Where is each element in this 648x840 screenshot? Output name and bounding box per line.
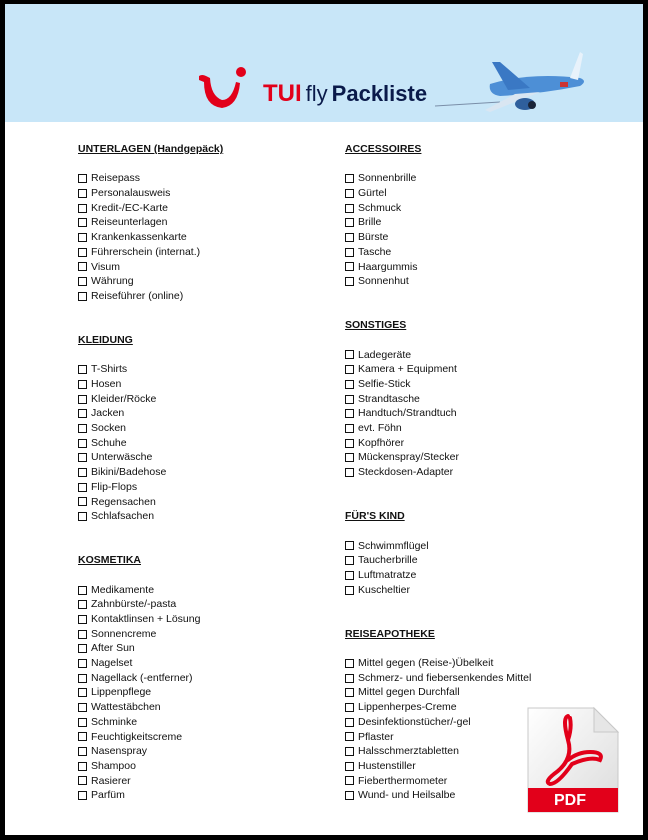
item-label: Kopfhörer	[358, 436, 405, 449]
item-label: Schminke	[91, 715, 138, 728]
item-label: Halsschmerztabletten	[358, 745, 459, 758]
checklist-item[interactable]	[78, 730, 223, 745]
checklist-item[interactable]	[78, 421, 223, 436]
checkbox-icon[interactable]	[345, 468, 354, 477]
item-label: Kuscheltier	[358, 583, 410, 596]
checklist-item[interactable]	[345, 436, 531, 451]
checkbox-icon[interactable]	[78, 233, 87, 242]
brand-title	[263, 81, 427, 108]
item-label: Kredit-/EC-Karte	[91, 201, 169, 214]
section-spacer	[345, 289, 531, 318]
checklist-item[interactable]	[78, 788, 223, 803]
section	[78, 142, 223, 304]
checklist-item[interactable]	[345, 171, 531, 186]
checklist-item[interactable]	[345, 788, 531, 803]
checkbox-icon[interactable]	[345, 732, 354, 741]
item-label: Brille	[358, 216, 382, 229]
checkbox-icon[interactable]	[78, 380, 87, 389]
checkbox-icon[interactable]	[345, 688, 354, 697]
item-label: Schuhe	[91, 436, 127, 449]
checklist-item[interactable]	[78, 186, 223, 201]
checklist-item[interactable]	[345, 274, 531, 289]
section	[345, 318, 531, 480]
item-label: Sonnencreme	[91, 627, 157, 640]
checkbox-icon[interactable]	[345, 776, 354, 785]
checklist-item[interactable]	[345, 421, 531, 436]
checkbox-icon[interactable]	[78, 586, 87, 595]
checklist-item[interactable]	[78, 480, 223, 495]
item-label: Strandtasche	[358, 392, 420, 405]
checklist-item[interactable]	[78, 656, 223, 671]
checklist-item[interactable]	[345, 215, 531, 230]
item-label: Steckdosen-Adapter	[358, 466, 454, 479]
item-label: Luftmatratze	[358, 568, 417, 581]
checkbox-icon[interactable]	[78, 204, 87, 213]
checklist-item[interactable]	[345, 362, 531, 377]
checkbox-icon[interactable]	[345, 248, 354, 257]
checklist-item[interactable]	[345, 671, 531, 686]
checkbox-icon[interactable]	[78, 512, 87, 521]
item-label: Mittel gegen Durchfall	[358, 686, 460, 699]
checkbox-icon[interactable]	[345, 350, 354, 359]
page-title: Packliste	[331, 81, 428, 106]
checkbox-icon[interactable]	[345, 262, 354, 271]
section-spacer	[345, 597, 531, 626]
checklist-item[interactable]	[78, 495, 223, 510]
checkbox-icon[interactable]	[345, 380, 354, 389]
checkbox-icon[interactable]	[78, 762, 87, 771]
checkbox-icon[interactable]	[78, 292, 87, 301]
section	[78, 333, 223, 524]
checklist-item[interactable]	[345, 377, 531, 392]
checkbox-icon[interactable]	[345, 409, 354, 418]
checklist-item[interactable]	[345, 406, 531, 421]
checklist-item[interactable]	[78, 465, 223, 480]
checklist-item[interactable]	[78, 171, 223, 186]
item-label: Reiseunterlagen	[91, 216, 168, 229]
checklist-item[interactable]	[78, 215, 223, 230]
section-spacer	[345, 480, 531, 509]
checklist-item[interactable]	[345, 715, 531, 730]
checkbox-icon[interactable]	[78, 262, 87, 271]
checkbox-icon[interactable]	[345, 277, 354, 286]
checklist-item[interactable]	[78, 362, 223, 377]
checklist-item[interactable]	[345, 583, 531, 598]
checkbox-icon[interactable]	[78, 600, 87, 609]
checklist-item[interactable]	[78, 392, 223, 407]
checkbox-icon[interactable]	[78, 439, 87, 448]
checkbox-icon[interactable]	[78, 659, 87, 668]
checkbox-icon[interactable]	[78, 424, 87, 433]
item-label: Bürste	[358, 231, 389, 244]
checkbox-icon[interactable]	[78, 395, 87, 404]
checkbox-icon[interactable]	[78, 644, 87, 653]
checklist-item[interactable]	[78, 759, 223, 774]
checklist-item[interactable]	[345, 465, 531, 480]
item-label: Selfie-Stick	[358, 378, 411, 391]
checkbox-icon[interactable]	[345, 674, 354, 683]
checklist-item[interactable]	[345, 685, 531, 700]
item-label: Kontaktlinsen + Lösung	[91, 613, 201, 626]
item-label: Haargummis	[358, 260, 418, 273]
checklist-item[interactable]	[78, 700, 223, 715]
checkbox-icon[interactable]	[345, 747, 354, 756]
section-title: KLEIDUNG	[78, 333, 133, 346]
checkbox-icon[interactable]	[78, 674, 87, 683]
checkbox-icon[interactable]	[78, 688, 87, 697]
checkbox-icon[interactable]	[345, 204, 354, 213]
checkbox-icon[interactable]	[78, 453, 87, 462]
brand-tui: TUI	[263, 80, 302, 107]
item-label: Visum	[91, 260, 120, 273]
checkbox-icon[interactable]	[78, 277, 87, 286]
checklist-item[interactable]	[345, 656, 531, 671]
item-label: Lippenherpes-Creme	[358, 701, 457, 714]
item-label: Handtuch/Strandtuch	[358, 407, 457, 420]
checklist-item[interactable]	[345, 730, 531, 745]
checkbox-icon[interactable]	[78, 218, 87, 227]
item-label: Regensachen	[91, 495, 156, 508]
item-label: Währung	[91, 275, 134, 288]
item-label: Medikamente	[91, 583, 155, 596]
checklist-item[interactable]	[345, 700, 531, 715]
item-label: Flip-Flops	[91, 480, 138, 493]
checkbox-icon[interactable]	[78, 776, 87, 785]
checklist-item[interactable]	[78, 260, 223, 275]
section-title: REISEAPOTHEKE	[345, 627, 435, 640]
checkbox-icon[interactable]	[78, 747, 87, 756]
item-label: Unterwäsche	[91, 451, 153, 464]
checkbox-icon[interactable]	[78, 248, 87, 257]
checkbox-icon[interactable]	[345, 556, 354, 565]
checklist-item[interactable]	[78, 612, 223, 627]
checkbox-icon[interactable]	[345, 791, 354, 800]
checklist-item[interactable]	[78, 245, 223, 260]
checklist-item[interactable]	[78, 627, 223, 642]
item-label: Schmuck	[358, 201, 402, 214]
item-label: Pflaster	[358, 730, 394, 743]
section-title: SONSTIGES	[345, 319, 407, 332]
item-label: Parfüm	[91, 789, 125, 802]
item-label: Wattestäbchen	[91, 701, 161, 714]
item-label: Personalausweis	[91, 187, 171, 200]
section-spacer	[78, 304, 223, 333]
item-label: Gürtel	[358, 187, 387, 200]
checkbox-icon[interactable]	[78, 174, 87, 183]
checkbox-icon[interactable]	[345, 718, 354, 727]
checklist-item[interactable]	[78, 509, 223, 524]
section-title: UNTERLAGEN (Handgepäck)	[78, 143, 224, 155]
checklist-item[interactable]	[78, 583, 223, 598]
section	[78, 553, 223, 803]
checklist-item[interactable]	[345, 348, 531, 363]
item-label: Schwimmflügel	[358, 539, 429, 552]
checkbox-icon[interactable]	[345, 233, 354, 242]
pdf-label: PDF	[554, 792, 586, 809]
left-column	[78, 142, 223, 803]
item-label: Nagellack (-entferner)	[91, 671, 193, 684]
item-label: Feuchtigkeitscreme	[91, 730, 183, 743]
checkbox-icon[interactable]	[345, 189, 354, 198]
checkbox-icon[interactable]	[345, 424, 354, 433]
item-label: Kleider/Röcke	[91, 392, 157, 405]
checklist-item[interactable]	[78, 685, 223, 700]
checklist-item[interactable]	[345, 230, 531, 245]
item-label: Wund- und Heilsalbe	[358, 789, 456, 802]
item-label: Mittel gegen (Reise-)Übelkeit	[358, 657, 494, 670]
item-label: Krankenkassenkarte	[91, 231, 187, 244]
item-label: Führerschein (internat.)	[91, 245, 201, 258]
header-banner	[5, 4, 643, 122]
checklist-item[interactable]	[345, 774, 531, 789]
checkbox-icon[interactable]	[345, 439, 354, 448]
item-label: Socken	[91, 422, 127, 435]
checklist-item[interactable]	[78, 436, 223, 451]
checkbox-icon[interactable]	[78, 365, 87, 374]
section-title: KOSMETIKA	[78, 554, 141, 567]
section	[345, 627, 531, 803]
section	[345, 142, 531, 289]
item-label: Taucherbrille	[358, 554, 418, 567]
item-label: Reisepass	[91, 172, 141, 185]
checkbox-icon[interactable]	[345, 703, 354, 712]
item-label: evt. Föhn	[358, 422, 402, 435]
checklist-item[interactable]	[345, 245, 531, 260]
checklist-item[interactable]	[78, 450, 223, 465]
checklist-item[interactable]	[78, 274, 223, 289]
item-label: Rasierer	[91, 774, 131, 787]
checklist-item[interactable]	[78, 377, 223, 392]
checkbox-icon[interactable]	[345, 365, 354, 374]
checkbox-icon[interactable]	[78, 468, 87, 477]
checklist-item[interactable]	[345, 450, 531, 465]
checklist-item[interactable]	[345, 553, 531, 568]
checkbox-icon[interactable]	[345, 218, 354, 227]
item-label: After Sun	[91, 642, 135, 655]
item-label: Zahnbürste/-pasta	[91, 598, 177, 611]
item-label: Tasche	[358, 245, 392, 258]
checkbox-icon[interactable]	[78, 615, 87, 624]
checkbox-icon[interactable]	[345, 762, 354, 771]
item-label: Sonnenhut	[358, 275, 409, 288]
item-label: T-Shirts	[91, 363, 128, 376]
checkbox-icon[interactable]	[78, 483, 87, 492]
item-label: Schlafsachen	[91, 510, 155, 523]
checklist-item[interactable]	[345, 186, 531, 201]
item-label: Hosen	[91, 378, 122, 391]
checkbox-icon[interactable]	[345, 541, 354, 550]
section-title: ACCESSOIRES	[345, 143, 422, 155]
item-label: Nasenspray	[91, 745, 148, 758]
checklist-item[interactable]	[78, 641, 223, 656]
checkbox-icon[interactable]	[345, 453, 354, 462]
item-label: Reiseführer (online)	[91, 289, 184, 302]
item-label: Schmerz- und fiebersenkendes Mittel	[358, 671, 532, 684]
checklist-item[interactable]	[78, 201, 223, 216]
packing-list-page	[5, 4, 643, 835]
checkbox-icon[interactable]	[345, 174, 354, 183]
checklist-item[interactable]	[78, 744, 223, 759]
checkbox-icon[interactable]	[345, 659, 354, 668]
right-column	[345, 142, 531, 803]
item-label: Fieberthermometer	[358, 774, 448, 787]
checklist-item[interactable]	[345, 392, 531, 407]
checklist-item[interactable]	[78, 289, 223, 304]
checkbox-icon[interactable]	[78, 732, 87, 741]
checklist-item[interactable]	[78, 406, 223, 421]
checkbox-icon[interactable]	[345, 395, 354, 404]
item-label: Kamera + Equipment	[358, 363, 457, 376]
brand-fly: fly	[305, 81, 328, 106]
tui-smile-logo-icon	[196, 66, 252, 110]
checkbox-icon[interactable]	[345, 571, 354, 580]
checkbox-icon[interactable]	[78, 718, 87, 727]
checklist-item[interactable]	[78, 597, 223, 612]
item-label: Bikini/Badehose	[91, 466, 167, 479]
checklist-item[interactable]	[345, 201, 531, 216]
item-label: Desinfektionstücher/-gel	[358, 715, 471, 728]
checkbox-icon[interactable]	[78, 497, 87, 506]
checklist-item[interactable]	[345, 744, 531, 759]
item-label: Sonnenbrille	[358, 172, 417, 185]
item-label: Ladegeräte	[358, 348, 412, 361]
item-label: Mückenspray/Stecker	[358, 451, 459, 464]
airplane-icon	[430, 50, 590, 116]
checkbox-icon[interactable]	[78, 703, 87, 712]
checklist-item[interactable]	[345, 260, 531, 275]
checkbox-icon[interactable]	[78, 630, 87, 639]
checkbox-icon[interactable]	[78, 791, 87, 800]
checkbox-icon[interactable]	[78, 189, 87, 198]
section	[345, 509, 531, 597]
item-label: Jacken	[91, 407, 125, 420]
checkbox-icon[interactable]	[345, 586, 354, 595]
item-label: Hustenstiller	[358, 759, 416, 772]
checklist-item[interactable]	[78, 671, 223, 686]
checklist-item[interactable]	[345, 759, 531, 774]
section-spacer	[78, 524, 223, 553]
checklist-item[interactable]	[78, 774, 223, 789]
checklist-item[interactable]	[345, 568, 531, 583]
item-label: Lippenpflege	[91, 686, 152, 699]
checklist-item[interactable]	[78, 715, 223, 730]
checkbox-icon[interactable]	[78, 409, 87, 418]
item-label: Nagelset	[91, 657, 133, 670]
checklist-item[interactable]	[345, 539, 531, 554]
item-label: Shampoo	[91, 759, 136, 772]
checklist-item[interactable]	[78, 230, 223, 245]
section-title: FÜR'S KIND	[345, 510, 405, 523]
